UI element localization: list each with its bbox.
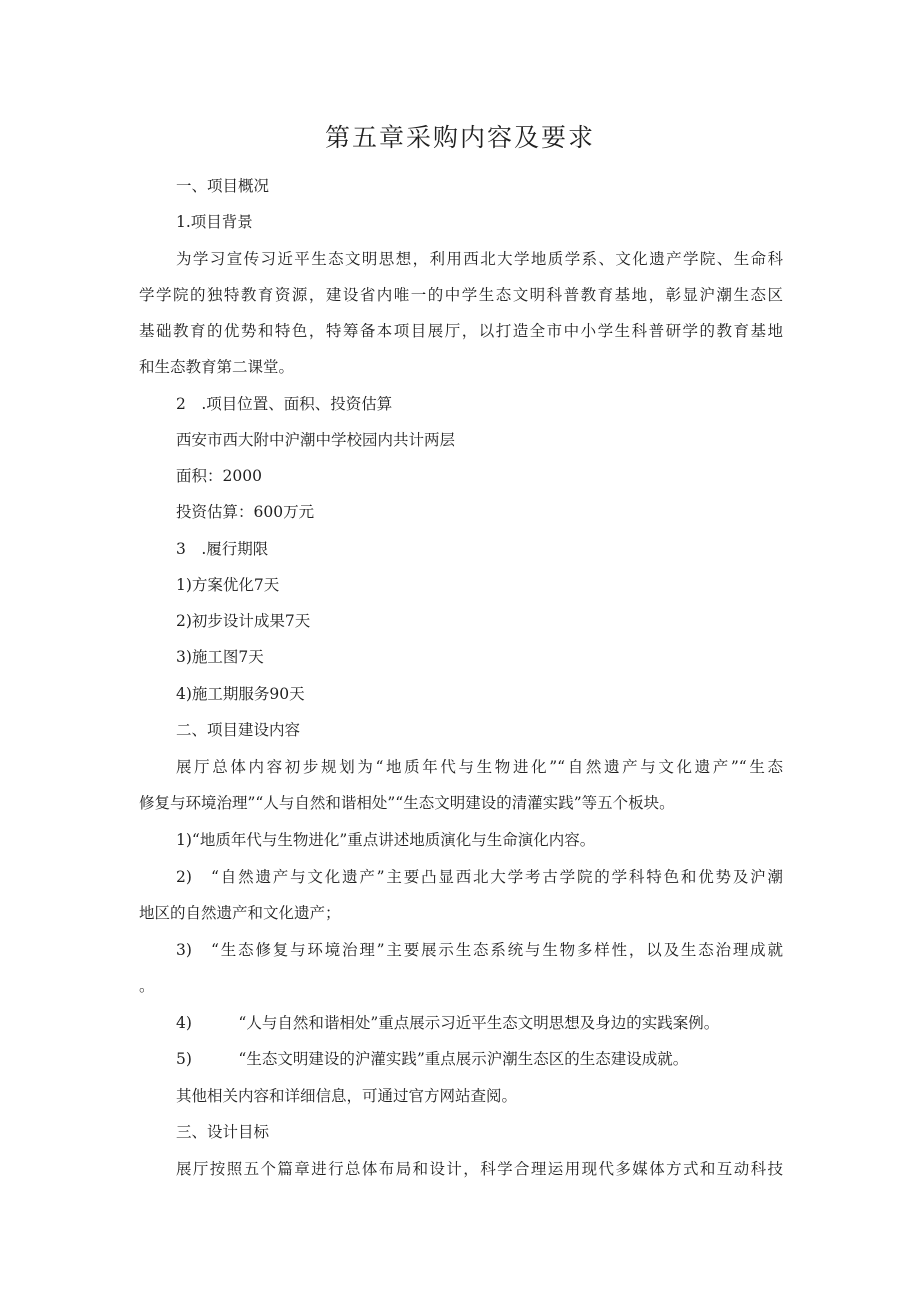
list-item: 2)初步设计成果7天 xyxy=(176,612,311,630)
list-item: 4) “人与自然和谐相处”重点展示习近平生态文明思想及身边的实践案例。 xyxy=(176,1014,720,1032)
paragraph-line: 其他相关内容和详细信息，可通过官方网站查阅。 xyxy=(176,1087,518,1105)
paragraph-line: 修复与环境治理”“人与自然和谐相处”“生态文明建设的清灌实践”等五个板块。 xyxy=(139,794,675,812)
subsection-heading-period: 3 .履行期限 xyxy=(176,540,269,558)
paragraph-line: 学学院的独特教育资源，建设省内唯一的中学生态文明科普教育基地，彰显沪潮生态区 xyxy=(139,286,783,304)
paragraph-line: 基础教育的优势和特色，特筹备本项目展厅，以打造全市中小学生科普研学的教育基地 xyxy=(139,322,783,340)
location-text: 西安市西大附中沪潮中学校园内共计两层 xyxy=(176,431,456,449)
paragraph-line: 展厅总体内容初步规划为“地质年代与生物进化”“自然遗产与文化遗产”“生态 xyxy=(176,758,783,776)
paragraph-line: 展厅按照五个篇章进行总体布局和设计，科学合理运用现代多媒体方式和互动科技 xyxy=(176,1160,783,1178)
list-item: 2) “自然遗产与文化遗产”主要凸显西北大学考古学院的学科特色和优势及沪潮 xyxy=(176,868,783,886)
section-heading-overview: 一、项目概况 xyxy=(176,177,270,195)
list-item: 1)方案优化7天 xyxy=(176,576,280,594)
section-heading-goals: 三、设计目标 xyxy=(176,1123,270,1141)
budget-text: 投资估算：600万元 xyxy=(176,503,315,521)
paragraph-line: 和生态教育第二课堂。 xyxy=(139,358,295,376)
page-title: 第五章采购内容及要求 xyxy=(324,123,595,152)
section-heading-content: 二、项目建设内容 xyxy=(176,721,301,739)
list-item: 4)施工期服务90天 xyxy=(176,685,305,703)
area-text: 面积：2000 xyxy=(176,467,262,485)
subsection-heading-location: 2 .项目位置、面积、投资估算 xyxy=(176,395,393,413)
list-item-continuation: 。 xyxy=(139,977,155,995)
list-item: 3) “生态修复与环境治理”主要展示生态系统与生物多样性，以及生态治理成就 xyxy=(176,941,783,959)
list-item-continuation: 地区的自然遗产和文化遗产； xyxy=(139,904,341,922)
list-item: 5) “生态文明建设的沪灌实践”重点展示沪潮生态区的生态建设成就。 xyxy=(176,1050,689,1068)
list-item: 1)“地质年代与生物进化”重点讲述地质演化与生命演化内容。 xyxy=(176,831,596,849)
subsection-heading-background: 1.项目背景 xyxy=(176,213,253,231)
paragraph-line: 为学习宣传习近平生态文明思想，利用西北大学地质学系、文化遗产学院、生命科 xyxy=(176,250,783,268)
list-item: 3)施工图7天 xyxy=(176,648,264,666)
